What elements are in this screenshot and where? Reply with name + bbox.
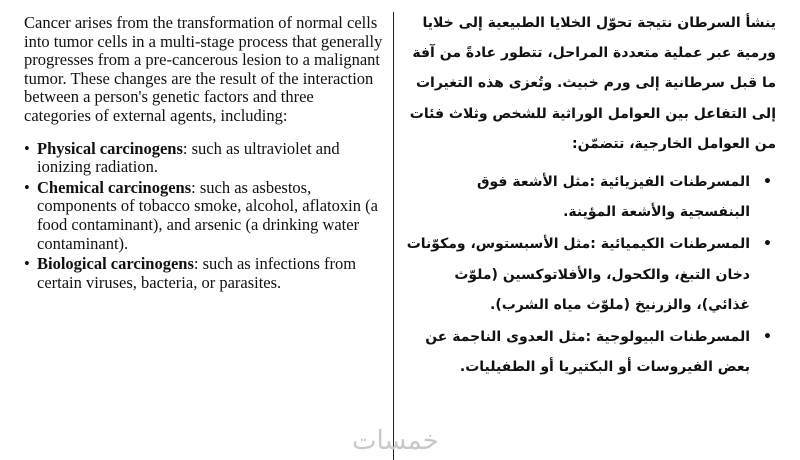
bullet-icon: •: [24, 177, 30, 197]
desc-physical: : such as ultraviolet and ionizing radiation.: [37, 138, 340, 177]
arabic-column: [404, 8, 776, 384]
term-physical: Physical carcinogens: [37, 138, 183, 158]
arabic-item-biological: المسرطنات البيولوجية :مثل العدوى الناجمة عن بعض الفيروسات أو البكتيريا أو الطفيليات.: [425, 329, 750, 376]
arabic-carcinogen-list: [404, 167, 776, 382]
term-biological: Biological carcinogens: [37, 254, 194, 274]
desc-biological: : such as infections from certain viruses, bacteria, or parasites.: [37, 254, 357, 292]
list-item: [24, 255, 384, 292]
arabic-intro: ينشأ السرطان نتيجة تحوّل الخلايا الطبيعية إلى خلايا ورمية عبر عملية متعددة المراحل، تتطور عادةً من آفة ما قبل سرطانية إلى ورم خبيث. وتُعزى هذه التغيرات إلى التفاعل بين العوامل الوراثية للشخص وثلاث فئات من العوامل الخارجية، تتضمّن:: [409, 15, 776, 152]
bullet-icon: •: [763, 236, 772, 253]
bullet-icon: •: [763, 174, 772, 191]
column-divider: [393, 12, 394, 460]
arabic-item-physical: المسرطنات الفيزيائية :مثل الأشعة فوق البنفسجية والأشعة المؤينة.: [477, 174, 750, 221]
list-item: [404, 322, 776, 382]
english-intro: Cancer arises from the transformation of normal cells into tumor cells in a multi-stage process that generally progresses from a pre-cancerous lesion to a malignant tumor. These changes are the result of the interaction between a person's genetic factors and three categories of external agents, including:: [24, 13, 383, 125]
list-item: [24, 140, 384, 177]
list-item: [24, 179, 384, 253]
bullet-icon: •: [763, 329, 772, 346]
term-chemical: Chemical carcinogens: [37, 177, 192, 197]
english-carcinogen-list: [24, 140, 384, 293]
english-column: [24, 14, 384, 294]
bullet-icon: •: [24, 254, 30, 274]
bullet-icon: •: [24, 138, 30, 158]
desc-chemical: : such as asbestos, components of tobacco smoke, alcohol, aflatoxin (a food contaminant), and arsenic (a drinking water contaminant).: [37, 177, 378, 253]
watermark-logo: خمسات: [352, 426, 439, 456]
arabic-item-chemical: المسرطنات الكيميائية :مثل الأسبستوس، ومكوّنات دخان التبغ، والكحول، والأفلاتوكسين (ملوّث غذائي)، والزرنيخ (ملوّث مياه الشرب).: [406, 236, 750, 313]
list-item: [404, 167, 776, 227]
list-item: [404, 229, 776, 320]
